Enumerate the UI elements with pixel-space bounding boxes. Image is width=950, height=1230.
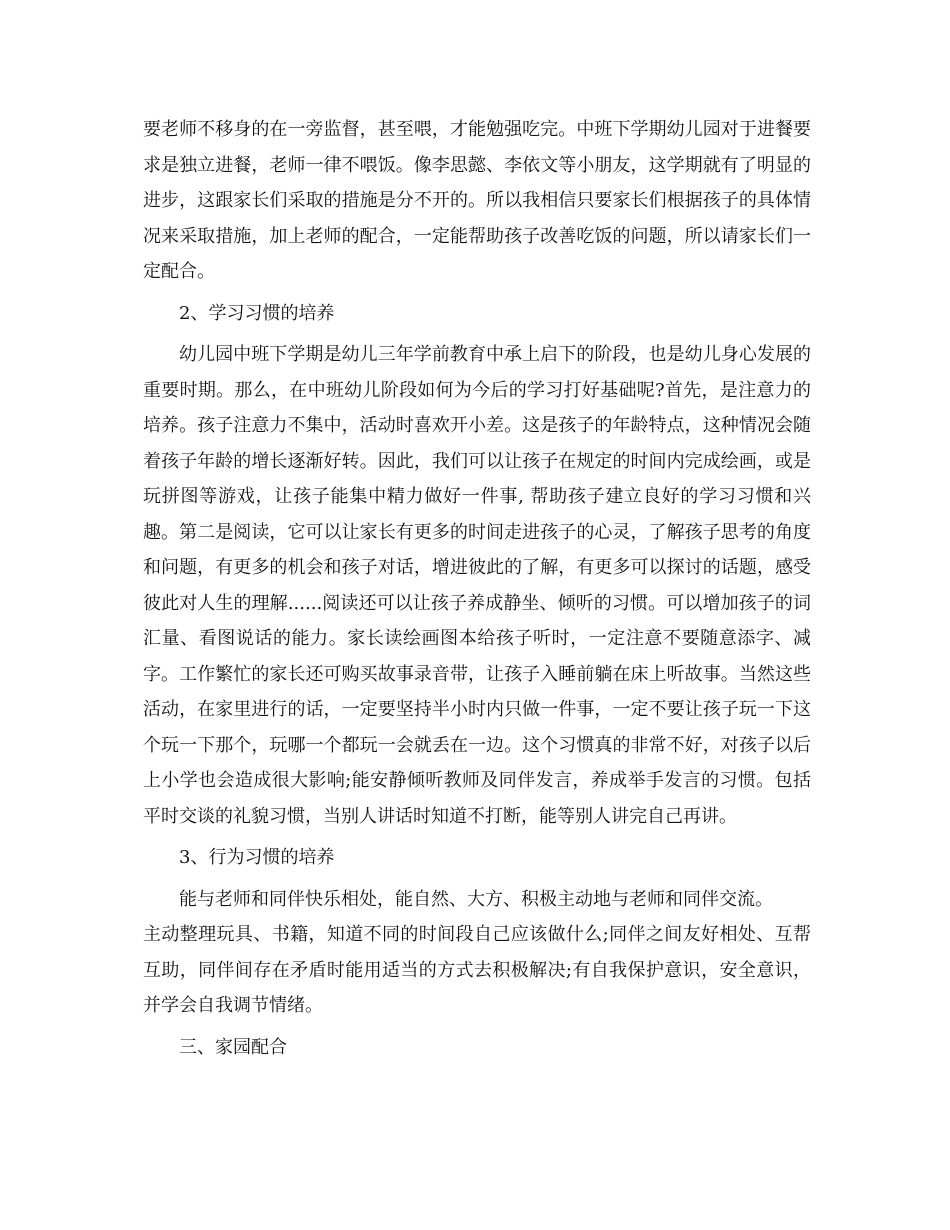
document-page <box>143 112 811 1071</box>
section-heading-home-school-cooperation: 三、家园配合 <box>179 1036 287 1058</box>
section-heading-behavior-habits: 3、行为习惯的培养 <box>179 847 335 868</box>
paragraph-eating-habits-continued: 要老师不移身的在一旁监督，甚至喂，才能勉强吃完。中班下学期幼儿园对于进餐要求是独立进餐，老师一律不喂饭。像李思懿、李依文等小朋友，这学期就有了明显的进步，这跟家长们采取的措施是分不开的。所以我相信只要家长们根据孩子的具体情况来采取措施，加上老师的配合，一定能帮助孩子改善吃饭的问题，所以请家长们一定配合。 <box>143 119 811 282</box>
paragraph-behavior-habits-intro: 能与老师和同伴快乐相处，能自然、大方、积极主动地与老师和同伴交流。 <box>179 888 773 910</box>
section-heading-study-habits: 2、学习习惯的培养 <box>179 302 335 324</box>
paragraph-study-habits: 幼儿园中班下学期是幼儿三年学前教育中承上启下的阶段，也是幼儿身心发展的重要时期。那么，在中班幼儿阶段如何为今后的学习打好基础呢?首先，是注意力的培养。孩子注意力不集中，活动时喜欢开小差。这是孩子的年龄特点，这种情况会随着孩子年龄的增长逐渐好转。因此，我们可以让孩子在规定的时间内完成绘画，或是玩拼图等游戏，让孩子能集中精力做好一件事, 帮助孩子建立良好的学习习惯和兴趣。第二是阅读，它可以让家长有更多的时间走进孩子的心灵，了解孩子思考的角度和问题，有更多的机会和孩子对话，增进彼此的了解，有更多可以探讨的话题，感受彼此对人生的理解......阅读还可以让孩子养成静坐、倾听的习惯。可以增加孩子的词汇量、看图说话的能力。家长读绘画图本给孩子听时，一定注意不要随意添字、减字。工作繁忙的家长还可购买故事录音带，让孩子入睡前躺在床上听故事。当然这些活动，在家里进行的话，一定要坚持半小时内只做一件事，一定不要让孩子玩一下这个玩一下那个，玩哪一个都玩一会就丢在一边。这个习惯真的非常不好，对孩子以后上小学也会造成很大影响;能安静倾听教师及同伴发言，养成举手发言的习惯。包括平时交谈的礼貌习惯，当别人讲话时知道不打断，能等别人讲完自己再讲。 <box>143 344 811 827</box>
paragraph-behavior-habits-details: 主动整理玩具、书籍，知道不同的时间段自己应该做什么;同伴之间友好相处、互帮互助，同伴间存在矛盾时能用适当的方式去积极解决;有自我保护意识，安全意识，并学会自我调节情绪。 <box>143 924 811 1016</box>
